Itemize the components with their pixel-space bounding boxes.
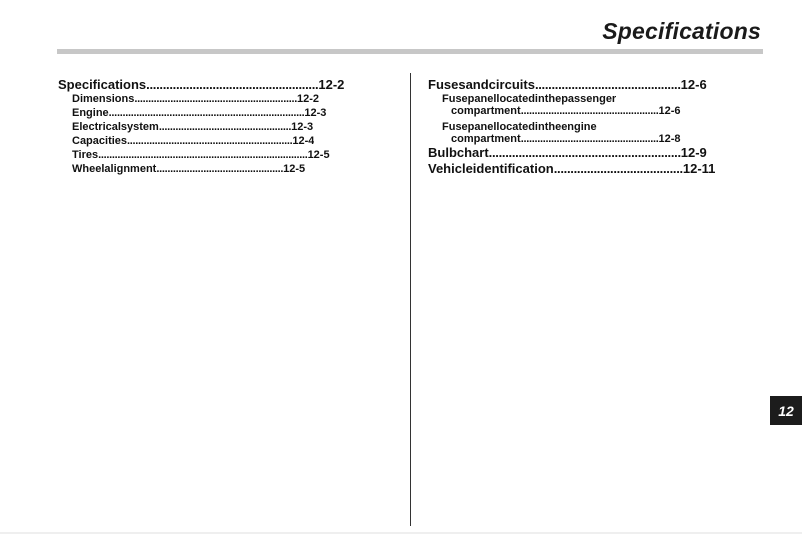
toc-leader-dots: ........................................................... <box>134 93 297 105</box>
toc-entry-label: Fusepanellocatedinthepassenger <box>442 93 617 105</box>
toc-page-number: 12-4 <box>292 135 315 147</box>
toc-entry-vehicle-identification[interactable] <box>428 161 715 176</box>
toc-entry-label: Vehicleidentification <box>428 161 554 176</box>
page-title: Specifications <box>602 18 761 44</box>
toc-page-number: 12-6 <box>658 105 681 117</box>
toc-leader-dots: .................................................. <box>520 105 659 117</box>
toc-page-number: 12-2 <box>318 77 345 92</box>
toc-page-number: 12-9 <box>680 145 707 160</box>
toc-page-number: 12-11 <box>682 161 716 176</box>
column-divider <box>410 73 411 526</box>
toc-entry-bulb-chart[interactable] <box>428 145 707 160</box>
toc-entry-label: Tires <box>72 149 99 161</box>
toc-page-number: 12-8 <box>658 133 681 145</box>
toc-entry-fuses-and-circuits[interactable] <box>428 77 707 92</box>
toc-entry-wheel-alignment[interactable] <box>72 163 305 175</box>
header-rule <box>57 49 763 54</box>
toc-leader-dots: ....................................................................... <box>108 107 305 119</box>
toc-entry-engine[interactable] <box>72 107 326 119</box>
toc-entry-label: Wheelalignment <box>72 163 157 175</box>
toc-entry-label: compartment <box>451 105 521 117</box>
toc-entry-label: Fusesandcircuits <box>428 77 535 92</box>
toc-entry-dimensions[interactable] <box>72 93 319 105</box>
toc-entry-fuse-panel-engine[interactable] <box>442 121 597 133</box>
toc-entry-label: Engine <box>72 107 109 119</box>
toc-entry-label: Capacities <box>72 135 128 147</box>
toc-entry-label: Bulbchart <box>428 145 489 160</box>
chapter-tab: 12 <box>770 396 802 425</box>
toc-entry-fuse-panel-passenger[interactable] <box>442 93 616 105</box>
toc-entry-tires[interactable] <box>72 149 330 161</box>
toc-leader-dots: ....................................... <box>553 161 683 176</box>
toc-leader-dots: .......................................................... <box>488 145 681 160</box>
toc-entry-fuse-panel-engine-cont[interactable] <box>451 133 681 145</box>
toc-leader-dots: .................................................... <box>146 77 319 92</box>
toc-entry-label: Fusepanellocatedintheengine <box>442 121 597 133</box>
toc-entry-label: Electricalsystem <box>72 121 159 133</box>
toc-entry-label: Dimensions <box>72 93 135 105</box>
toc-page-number: 12-5 <box>307 149 330 161</box>
toc-leader-dots: .............................................. <box>156 163 284 175</box>
toc-page-number: 12-3 <box>291 121 314 133</box>
toc-page-number: 12-5 <box>283 163 306 175</box>
toc-entry-fuse-panel-passenger-cont[interactable] <box>451 105 681 117</box>
toc-entry-capacities[interactable] <box>72 135 314 147</box>
toc-page-number: 12-2 <box>296 93 320 105</box>
toc-leader-dots: ............................................................................ <box>98 149 308 161</box>
toc-entry-electrical-system[interactable] <box>72 121 313 133</box>
toc-leader-dots: ............................................................ <box>127 135 293 147</box>
toc-leader-dots: ............................................ <box>534 77 681 92</box>
toc-entry-label: Specifications <box>58 77 147 92</box>
toc-entry-specifications[interactable] <box>58 77 344 92</box>
toc-entry-label: compartment <box>451 133 521 145</box>
toc-page-number: 12-6 <box>680 77 707 92</box>
toc-page-number: 12-3 <box>304 107 327 119</box>
toc-leader-dots: .................................................. <box>520 133 659 145</box>
toc-leader-dots: ................................................ <box>158 121 292 133</box>
